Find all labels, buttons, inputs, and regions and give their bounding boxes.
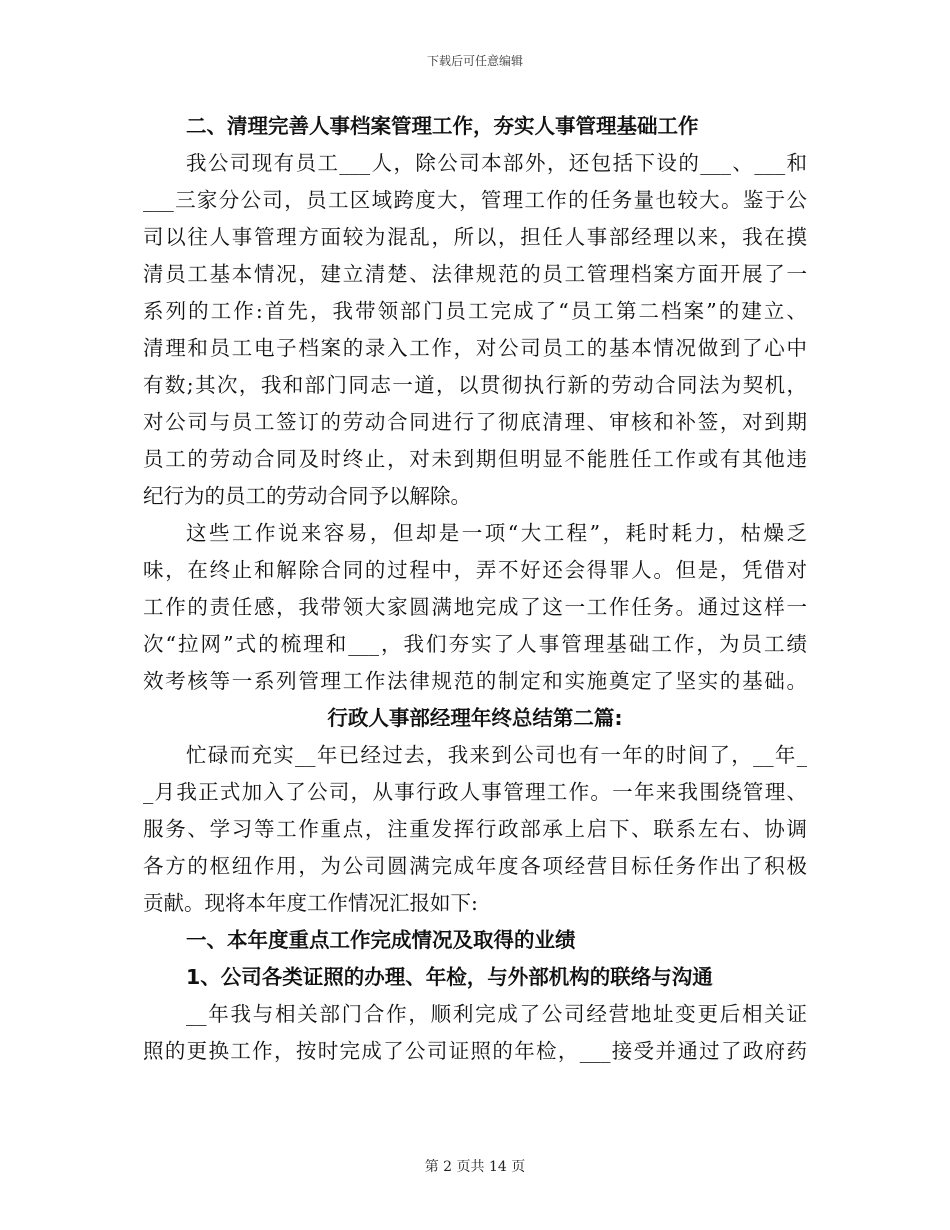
text-line: 二、清理完善人事档案管理工作，夯实人事管理基础工作 (186, 114, 699, 138)
text-line: 行政人事部经理年终总结第二篇: (327, 706, 623, 730)
text-line: 味，在终止和解除合同的过程中，弄不好还会得罪人。但是，凭借对 (143, 558, 807, 582)
text-line: 照的更换工作，按时完成了公司证照的年检，___接受并通过了政府药 (143, 1039, 807, 1063)
text-line: 纪行为的员工的劳动合同予以解除。 (143, 484, 471, 508)
text-line: 效考核等一系列管理工作法律规范的制定和实施奠定了坚实的基础。 (143, 669, 807, 693)
text-line: 司以往人事管理方面较为混乱，所以，担任人事部经理以来，我在摸 (143, 225, 807, 249)
text-line: 各方的枢纽作用，为公司圆满完成年度各项经营目标任务作出了积极 (143, 854, 807, 878)
text-line: 员工的劳动合同及时终止，对未到期但明显不能胜任工作或有其他违 (143, 447, 807, 471)
text-line: 清理和员工电子档案的录入工作，对公司员工的基本情况做到了心中 (143, 336, 807, 360)
text-line: 次“拉网”式的梳理和___，我们夯实了人事管理基础工作，为员工绩 (143, 632, 807, 656)
text-line: 系列的工作:首先，我带领部门员工完成了“员工第二档案”的建立、 (143, 299, 807, 323)
text-line: 有数;其次，我和部门同志一道，以贯彻执行新的劳动合同法为契机， (143, 373, 807, 397)
text-line: 对公司与员工签订的劳动合同进行了彻底清理、审核和补签，对到期 (143, 410, 807, 434)
text-line: __年我与相关部门合作，顺利完成了公司经营地址变更后相关证 (186, 1002, 807, 1026)
text-line: 我公司现有员工___人，除公司本部外，还包括下设的___、___和 (186, 151, 807, 175)
text-line: 忙碌而充实__年已经过去，我来到公司也有一年的时间了，__年_ (186, 743, 807, 767)
page-header: 下载后可任意编辑 (426, 54, 523, 68)
document-body (143, 108, 807, 1070)
text-line: ___三家分公司，员工区域跨度大，管理工作的任务量也较大。鉴于公 (143, 188, 807, 212)
text-line: 清员工基本情况，建立清楚、法律规范的员工管理档案方面开展了一 (143, 262, 807, 286)
text-line: 1、公司各类证照的办理、年检，与外部机构的联络与沟通 (186, 965, 713, 989)
text-line: _月我正式加入了公司，从事行政人事管理工作。一年来我围绕管理、 (143, 780, 807, 804)
text-line: 一、本年度重点工作完成情况及取得的业绩 (186, 928, 576, 952)
text-line: 贡献。现将本年度工作情况汇报如下: (143, 891, 478, 915)
text-line: 服务、学习等工作重点，注重发挥行政部承上启下、联系左右、协调 (143, 817, 807, 841)
page-footer: 第 2 页共 14 页 (424, 1159, 526, 1175)
text-line: 这些工作说来容易，但却是一项“大工程”，耗时耗力，枯燥乏 (186, 521, 807, 545)
text-line: 工作的责任感，我带领大家圆满地完成了这一工作任务。通过这样一 (143, 595, 807, 619)
